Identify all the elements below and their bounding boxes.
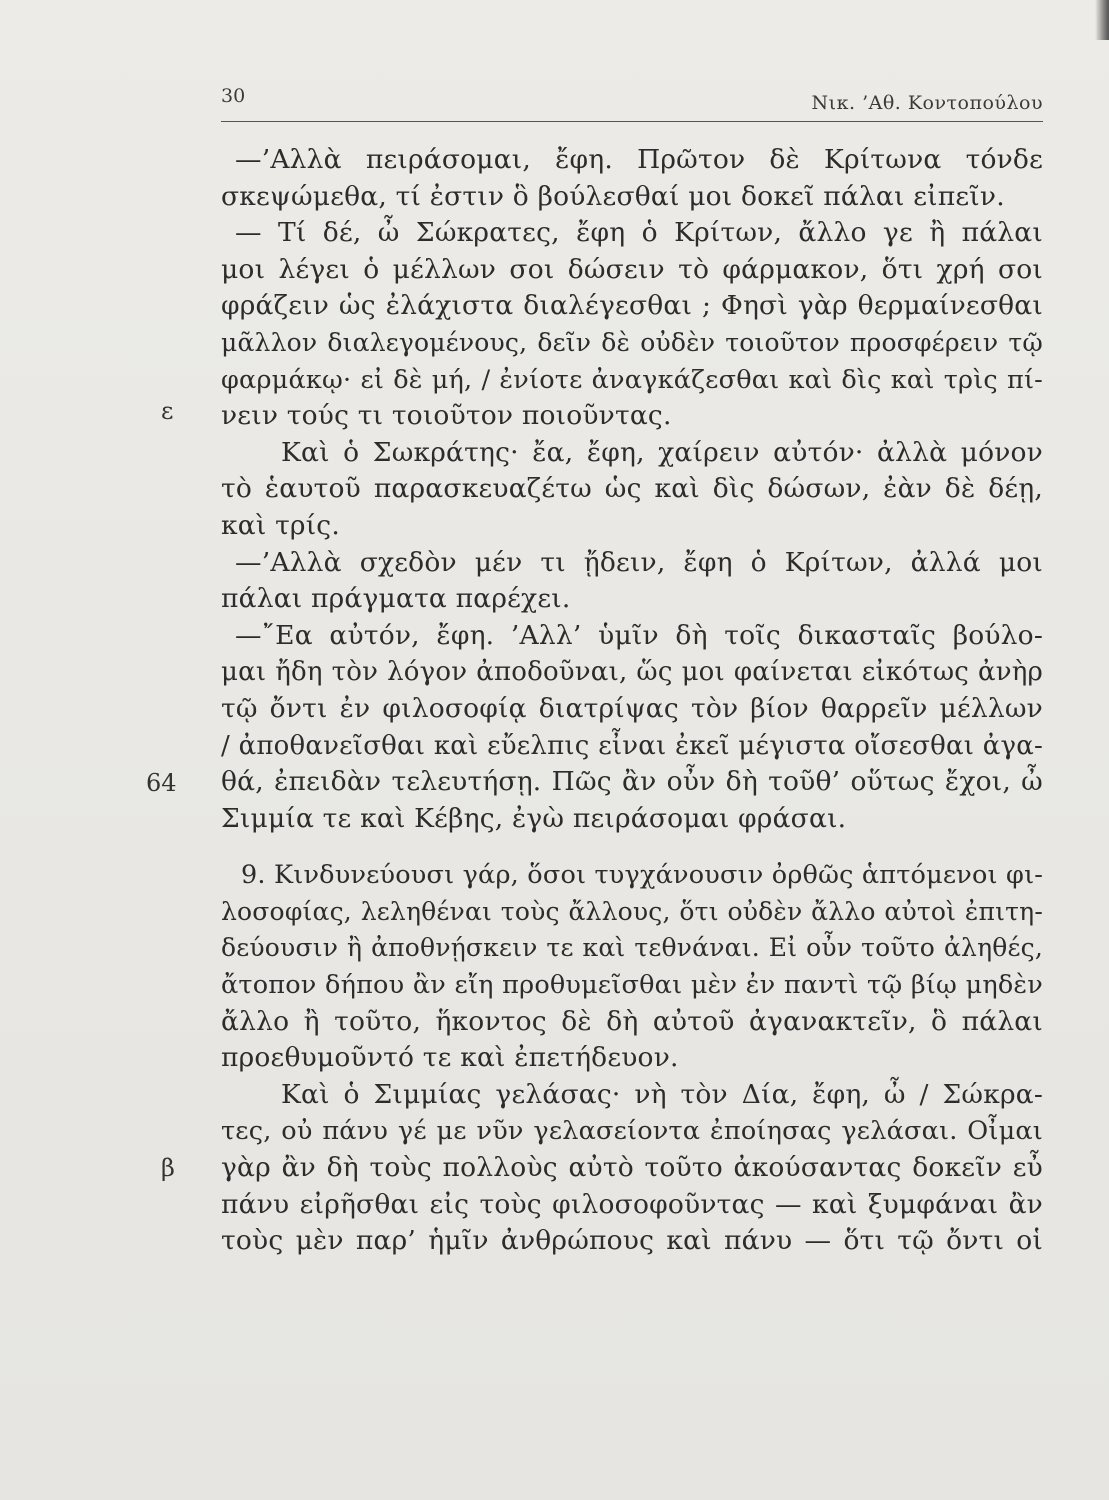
text-line: τὸ ἑαυτοῦ παρασκευαζέτω ὡς καὶ δὶς δώσων, ἐὰν δὲ δέῃ,	[221, 473, 1043, 505]
text-line: Καὶ ὁ Σιμμίας γελάσας· νὴ τὸν Δία, ἔφη, ὦ / Σώκρα-	[281, 1078, 1043, 1110]
running-head: Νικ. ’Αθ. Κοντοπούλου	[811, 92, 1043, 114]
text-line: θά, ἐπειδὰν τελευτήσῃ. Πῶς ἂν οὖν δὴ τοῦθ’ οὕτως ἔχοι, ὦ	[221, 766, 1043, 798]
page-header	[221, 80, 1043, 120]
text-line: λοσοφίας, λεληθέναι τοὺς ἄλλους, ὅτι οὐδὲν ἄλλο αὐτοὶ ἐπιτη-	[221, 896, 1043, 926]
paragraph	[221, 618, 1043, 838]
text-line: μαι ἤδη τὸν λόγον ἀποδοῦναι, ὥς μοι φαίνεται εἰκότως ἀνὴρ	[221, 657, 1043, 688]
margin-mark-b: β	[161, 1154, 175, 1182]
text-line: δεύουσιν ἢ ἀποθνῄσκειν τε καὶ τεθνάναι. Εἰ οὖν τοῦτο ἀληθές,	[221, 933, 1043, 963]
page-edge-shadow	[1095, 0, 1109, 40]
text-line: μᾶλλον διαλεγομένους, δεῖν δὲ οὐδὲν τοιοῦτον προσφέρειν τῷ	[221, 327, 1043, 357]
paragraph	[221, 435, 1043, 545]
text-line: —῎Εα αὐτόν, ἔφη. ’Αλλ’ ὑμῖν δὴ τοῖς δικασταῖς βούλο-	[235, 619, 1043, 651]
paragraph	[221, 215, 1043, 435]
margin-mark-e: ε	[161, 397, 174, 425]
text-line: καὶ τρίς.	[221, 509, 340, 541]
page-number: 30	[221, 85, 246, 107]
text-line: φράζειν ὡς ἐλάχιστα διαλέγεσθαι ; Φησὶ γὰρ θερμαίνεσθαι	[221, 290, 1043, 322]
body-text	[221, 142, 1043, 1260]
text-line: πάνυ εἰρῆσθαι εἰς τοὺς φιλοσοφοῦντας — καὶ ξυμφάναι ἂν	[221, 1188, 1043, 1220]
header-rule	[221, 121, 1043, 122]
text-line: προεθυμοῦντό τε καὶ ἐπετήδευον.	[221, 1042, 679, 1074]
text-line: σκεψώμεθα, τί ἐστιν ὃ βούλεσθαί μοι δοκεῖ πάλαι εἰπεῖν.	[221, 180, 1005, 212]
text-line: 9. Κινδυνεύουσι γάρ, ὅσοι τυγχάνουσιν ὀρθῶς ἁπτόμενοι φι-	[241, 860, 1044, 891]
text-line: φαρμάκῳ· εἰ δὲ μή, / ἐνίοτε ἀναγκάζεσθαι καὶ δὶς καὶ τρὶς πί-	[221, 364, 1043, 395]
text-line: τοὺς μὲν παρ’ ἡμῖν ἀνθρώπους καὶ πάνυ — ὅτι τῷ ὄντι οἱ	[221, 1225, 1043, 1257]
paragraph	[221, 857, 1043, 1077]
text-line: — Τί δέ, ὦ Σώκρατες, ἔφη ὁ Κρίτων, ἄλλο γε ἢ πάλαι	[235, 217, 1043, 249]
text-line: πάλαι πράγματα παρέχει.	[221, 583, 571, 615]
text-line: ἄλλο ἢ τοῦτο, ἥκοντος δὲ δὴ αὐτοῦ ἀγανακτεῖν, ὃ πάλαι	[221, 1005, 1043, 1037]
paragraph	[221, 142, 1043, 215]
text-line: —’Αλλὰ σχεδὸν μέν τι ᾔδειν, ἔφη ὁ Κρίτων, ἀλλά μοι	[235, 546, 1043, 578]
text-line: ἄτοπον δήπου ἂν εἴη προθυμεῖσθαι μὲν ἐν παντὶ τῷ βίῳ μηδὲν	[221, 970, 1043, 1001]
text-line: τῷ ὄντι ἐν φιλοσοφίᾳ διατρίψας τὸν βίον θαρρεῖν μέλλων	[221, 692, 1043, 724]
paragraph	[221, 1077, 1043, 1260]
text-line: Καὶ ὁ Σωκράτης· ἔα, ἔφη, χαίρειν αὐτόν· ἀλλὰ μόνον	[281, 436, 1043, 468]
text-line: Σιμμία τε καὶ Κέβης, ἐγὼ πειράσομαι φράσαι.	[221, 802, 847, 834]
margin-mark-64: 64	[146, 769, 177, 797]
text-line: / ἀποθανεῖσθαι καὶ εὔελπις εἶναι ἐκεῖ μέγιστα οἴσεσθαι ἀγα-	[221, 730, 1043, 761]
text-line: τες, οὐ πάνυ γέ με νῦν γελασείοντα ἐποίησας γελάσαι. Οἶμαι	[221, 1116, 1043, 1147]
paragraph	[221, 545, 1043, 618]
text-line: μοι λέγει ὁ μέλλων σοι δώσειν τὸ φάρμακον, ὅτι χρή σοι	[221, 253, 1043, 285]
text-line: νειν τούς τι τοιοῦτον ποιοῦντας.	[221, 400, 672, 432]
text-line: —’Αλλὰ πειράσομαι, ἔφη. Πρῶτον δὲ Κρίτωνα τόνδε	[235, 144, 1043, 175]
section-gap	[221, 837, 1043, 857]
text-line: γὰρ ἂν δὴ τοὺς πολλοὺς αὐτὸ τοῦτο ἀκούσαντας δοκεῖν εὖ	[221, 1152, 1043, 1184]
